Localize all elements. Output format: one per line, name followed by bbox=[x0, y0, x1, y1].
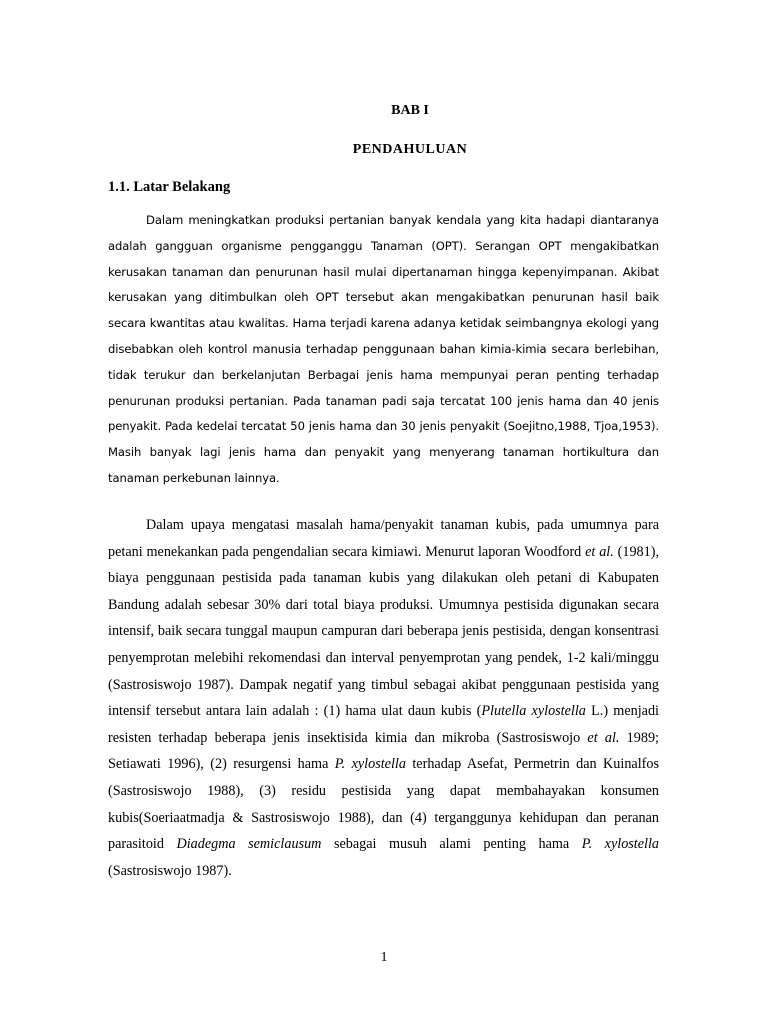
paragraph-1 bbox=[108, 208, 659, 492]
section-heading: 1.1. Latar Belakang bbox=[108, 179, 231, 195]
italic-run: Diadegma semiclausum bbox=[176, 836, 322, 853]
page-number bbox=[0, 950, 768, 966]
paragraph-1-text: Dalam meningkatkan produksi pertanian banyak kendala yang kita hadapi diantaranya adalah gangguan organisme pengganggu Tanaman (OPT). Serangan OPT mengakibatkan kerusakan tanaman dan penurunan hasil mulai dipertanaman hingga kepenyimpanan. Akibat kerusakan yang ditimbulkan oleh OPT tersebut akan mengakibatkan penurunan hasil baik secara kwantitas atau kwalitas. Hama terjadi karena adanya ketidak seimbangnya ekologi yang disebabkan oleh kontrol manusia terhadap penggunaan bahan kimia-kimia secara berlebihan, tidak terukur dan berkelanjutan Berbagai jenis hama mempunyai peran penting terhadap penurunan produksi pertanian. Pada tanaman padi saja tercatat 100 jenis hama dan 40 jenis penyakit. Pada kedelai tercatat 50 jenis hama dan 30 jenis penyakit (Soejitno,1988, Tjoa,1953). Masih banyak lagi jenis hama dan penyakit yang menyerang tanaman hortikultura dan tanaman perkebunan lainnya. bbox=[108, 213, 659, 485]
text-run: Dalam upaya mengatasi masalah hama/penyakit tanaman kubis, pada umumnya para petani menekankan pada pengendalian secara kimiawi. Menurut laporan Woodford bbox=[108, 517, 659, 560]
chapter-title: PENDAHULUAN bbox=[352, 142, 468, 157]
text-run: sebagai musuh alami penting hama bbox=[321, 836, 582, 853]
text-run: (1981), biaya penggunaan pestisida pada tanaman kubis yang dilakukan oleh petani di Kabupaten Bandung adalah sebesar 30% dari total biaya produksi. Umumnya pestisida digunakan secara intensif, baik secara tunggal maupun campuran dari beberapa jenis pestisida, dengan konsentrasi penyemprotan melebihi rekomendasi dan interval penyemprotan yang pendek, 1-2 kali/minggu (Sastrosiswojo 1987). Dampak negatif yang timbul sebagai akibat penggunaan pestisida yang intensif tersebut antara lain adalah : (1) hama ulat daun kubis ( bbox=[108, 543, 660, 720]
text-run: (Sastrosiswojo 1987). bbox=[108, 862, 232, 879]
italic-run: et al. bbox=[585, 543, 614, 560]
paragraph-2-text bbox=[108, 512, 659, 884]
paragraph-2 bbox=[108, 512, 659, 884]
italic-run: et al. bbox=[587, 729, 620, 746]
text-run: terhadap Asefat, Permetrin dan Kuinalfos (Sastrosiswojo 1988), (3) residu pestisida yang dapat membahayakan konsumen kubis(Soeriaatmadja & Sastrosiswojo 1988), dan (4) terganggunya kehidupan dan peranan parasitoid bbox=[108, 756, 659, 853]
italic-run: P. xylostella bbox=[334, 756, 406, 773]
chapter-number: BAB I bbox=[391, 103, 429, 118]
italic-run: P. xylostella bbox=[581, 836, 660, 853]
text-run: 1989; Setiawati 1996), (2) resurgensi hama bbox=[108, 729, 660, 773]
page-number-text: 1 bbox=[380, 950, 388, 965]
italic-run: Plutella xylostella bbox=[481, 703, 586, 720]
text-run: L.) menjadi resisten terhadap beberapa jenis insektisida kimia dan mikroba (Sastrosiswojo bbox=[108, 703, 659, 746]
